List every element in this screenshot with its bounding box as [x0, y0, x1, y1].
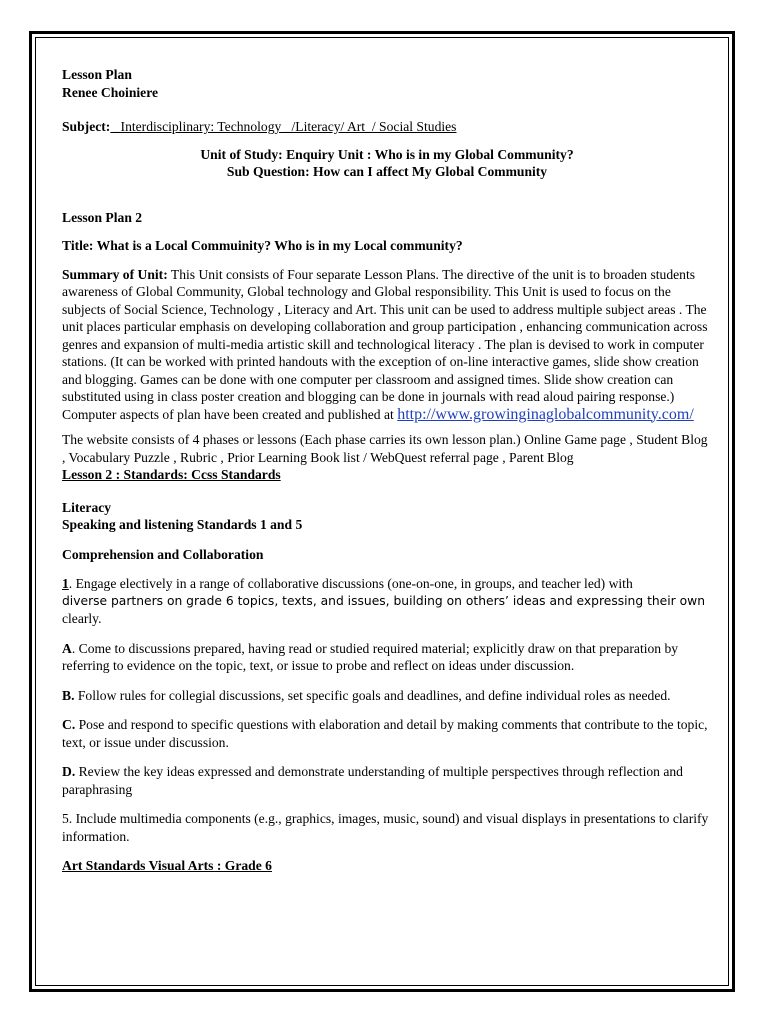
summary-paragraph — [62, 266, 712, 424]
item-text: . Engage electively in a range of collaborative discussions (one-on-one, in groups, and teacher led) with — [68, 576, 633, 591]
standards-heading: Lesson 2 : Standards: Ccss Standards — [62, 467, 281, 482]
standard-item-c — [62, 716, 712, 751]
speaking-listening-heading: Speaking and listening Standards 1 and 5 — [62, 517, 303, 532]
standard-item-a — [62, 640, 712, 675]
item-text-end: clearly. — [62, 611, 102, 626]
item-marker: C. — [62, 717, 76, 732]
standard-item-1 — [62, 575, 712, 628]
item-marker: A — [62, 640, 72, 656]
art-standards-heading: Art Standards Visual Arts : Grade 6 — [62, 858, 272, 873]
subject-value: _Interdisciplinary: Technology _/Literacy/ Art_/ Social Studies — [110, 119, 457, 134]
summary-label: Summary of Unit: — [62, 266, 168, 282]
sub-question: Sub Question: How can I affect My Global Community — [226, 164, 548, 179]
subject-label: Subject: — [62, 119, 111, 134]
unit-of-study: Unit of Study: Enquiry Unit : Who is in my Global Community? — [200, 146, 574, 162]
website-description: The website consists of 4 phases or lessons (Each phase carries its own lesson plan.) Online Game page , Student Blog , Vocabulary Puzzle , Rubric , Prior Learning Book list / WebQuest referral page , Parent Blog — [62, 432, 708, 465]
doc-type: Lesson Plan — [62, 67, 132, 82]
author-name: Renee Choiniere — [62, 84, 159, 100]
item-text-cont: diverse partners on grade 6 topics, texts, and issues, building on others’ ideas and expressing their own — [62, 593, 705, 608]
item-text: . Come to discussions prepared, having read or studied required material; explicitly draw on that preparation by referring to evidence on the topic, text, or issue to probe and reflect on ideas under discussion. — [62, 640, 679, 673]
summary-text: This Unit consists of Four separate Lesson Plans. The directive of the unit is to broaden students awareness of Global Community, Global technology and Global responsibility. This Unit is used to focus on the subjects of Social Science, Technology , Literacy and Art. This unit can be used to address multiple subject areas . The unit places particular emphasis on developing collaboration and group participation , enhancing communication across genres and expansion of multi-media artistic skill and technological literacy . The plan is devised to work in computer stations. (It can be worked with printed handouts with the exception of on-line interactive games, slide show creation and blogging. Games can be done with one computer per classroom and assigned times. Slide show creation can substituted using in class poster creation and blogging can be done in journals with read aloud pairing response.) Computer aspects of plan have been created and published at — [62, 266, 708, 422]
item-marker: 1 — [62, 576, 69, 591]
lesson-heading: Lesson Plan 2 — [62, 209, 143, 225]
standard-item-d — [62, 763, 712, 798]
item-text: Follow rules for collegial discussions, set specific goals and deadlines, and define individual roles as needed. — [74, 687, 671, 703]
lesson-title: Title: What is a Local Commuinity? Who is in my Local community? — [62, 238, 463, 253]
document-content — [62, 66, 712, 875]
comprehension-heading: Comprehension and Collaboration — [62, 546, 264, 562]
item-text: Pose and respond to specific questions with elaboration and detail by making comments that contribute to the topic, text, or issue under discussion. — [62, 717, 708, 750]
item-text: Review the key ideas expressed and demonstrate understanding of multiple perspectives through reflection and paraphrasing — [62, 764, 683, 797]
item-marker: B. — [62, 687, 75, 703]
item-marker: D. — [62, 764, 76, 779]
literacy-heading: Literacy — [62, 499, 112, 515]
standard-item-5: 5. Include multimedia components (e.g., graphics, images, music, sound) and visual displays in presentations to clarify information. — [62, 811, 709, 844]
subject-line — [62, 118, 712, 136]
standard-item-b — [62, 687, 712, 705]
website-link[interactable]: http://www.growinginaglobalcommunity.com/ — [397, 405, 694, 423]
